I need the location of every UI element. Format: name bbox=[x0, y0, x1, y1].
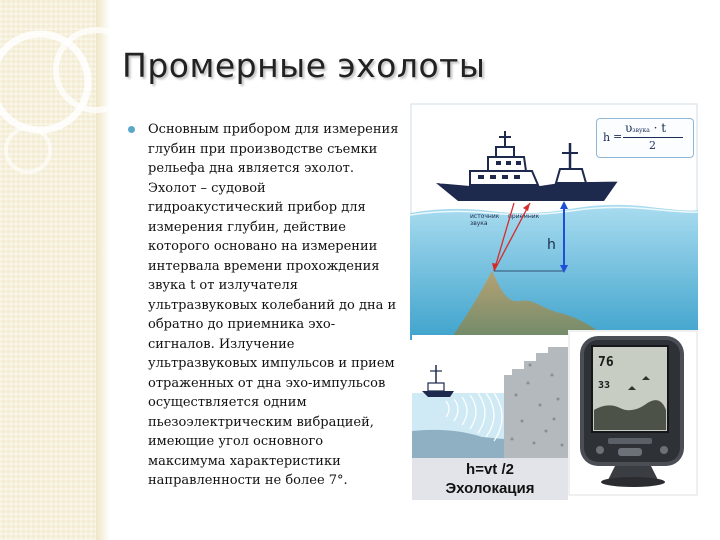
screen-depth-1: 76 bbox=[598, 355, 614, 370]
formula-fraction-bar bbox=[623, 137, 683, 138]
formula-velocity-subscript: звука bbox=[632, 127, 650, 134]
formula-denominator: 2 bbox=[649, 139, 656, 152]
echolocation-caption bbox=[412, 458, 568, 500]
bullet-list-item bbox=[128, 120, 400, 491]
formula-velocity-symbol: υ bbox=[625, 121, 633, 135]
depth-label: h bbox=[547, 237, 556, 253]
emitter-label-1: источник bbox=[470, 213, 500, 220]
formula-equals: = bbox=[613, 130, 623, 143]
decorative-circles bbox=[0, 0, 140, 200]
slide-title: Промерные эхолоты bbox=[122, 46, 486, 85]
screen-depth-2: 33 bbox=[598, 380, 611, 391]
bullet-icon bbox=[128, 126, 135, 133]
emitter-label-2: звука bbox=[470, 220, 488, 227]
formula-time-term: · t bbox=[653, 121, 667, 135]
formula-numerator bbox=[625, 121, 666, 135]
caption-formula: h=vt /2 bbox=[466, 461, 514, 478]
formula-lhs: h bbox=[603, 131, 611, 144]
receiver-label: приемник bbox=[508, 213, 540, 220]
echolocation-diagram bbox=[412, 335, 568, 459]
depth-formula bbox=[596, 118, 694, 158]
caption-title: Эхолокация bbox=[445, 480, 535, 497]
fishfinder-device-image bbox=[568, 330, 698, 496]
bullet-text: Основным прибором для измерения глубин при производстве съемки рельефа дна является эхолот. Эхолот – судовой гидроакустический прибор для измерения глубин, действие которого основано на измерении интервала времени прохождения звука t от излучателя ультразвуковых колебаний до дна и обратно до приемника эхо-сигналов. Излучение ультразвуковых импульсов и прием отраженных от дна эхо-импульсов осуществляется одним пьезоэлектрическим вибрацией, имеющие угол основного максимума характеристики направленности не более 7°. bbox=[148, 122, 399, 488]
